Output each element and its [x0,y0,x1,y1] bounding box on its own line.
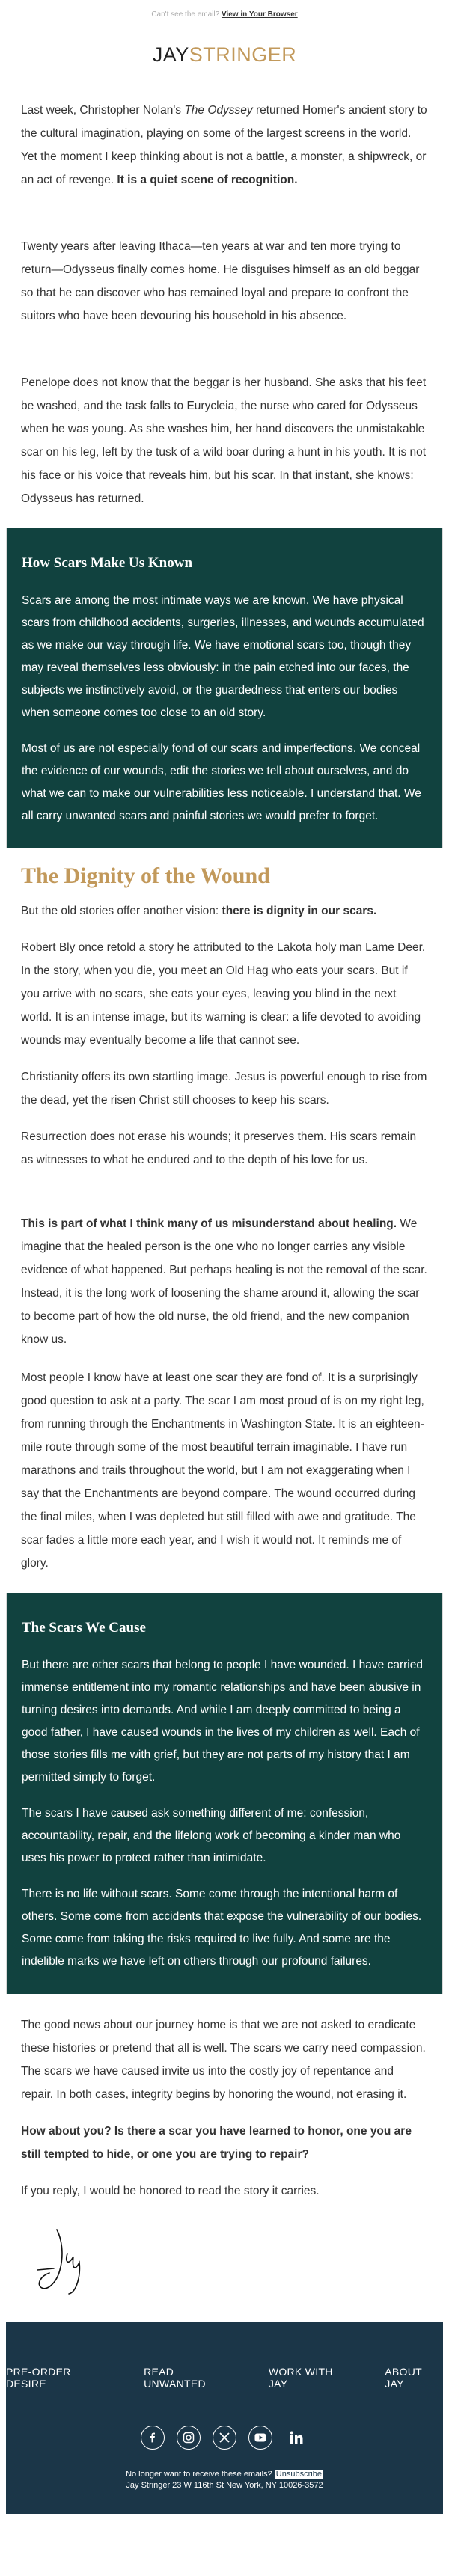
footer-nav [6,2366,443,2390]
signature [0,2203,449,2322]
panel-paragraph: But there are other scars that belong to people I have wounded. I have carried immense entitlement into my romantic relationships and have been abusive in turning desires into demands. And while I am deeply committed to being a good father, I have caused wounds in the lives of my children as well. Each of those stories fills me with grief, but they are not parts of my history that I am permitted simply to forget. [22,1659,423,1784]
panel-title: How Scars Make Us Known [22,555,193,571]
intro-section [0,79,449,528]
closing-section [0,1994,449,2203]
instagram-icon[interactable] [177,2426,201,2450]
unsubscribe-line [6,2469,443,2480]
unsubscribe-link[interactable]: Unsubscribe [275,2470,322,2479]
dignity-paragraph-4: Resurrection does not erase his wounds; it preserves them. His scars remain as witnesses to what he endured and to the depth of his love for us. [21,1131,417,1166]
intro-paragraph-1: Last week, Christopher Nolan's The Odyssey returned Homer's ancient story to the cultural imagination, playing on some of the largest screens in the world. Yet the moment I keep thinking about is not a battle, a monster, a shipwreck, or an act of revenge. It is a quiet scene of recognition. [21,104,427,186]
panel-paragraph: There is no life without scars. Some come through the intentional harm of others. Some come from accidents that expose the vulnerability of our bodies. Some come from taking the risks required to live fully. And some are the indelible marks we have left on others through our profound failures. [22,1888,422,1968]
dignity-paragraph-2: Robert Bly once retold a story he attributed to the Lakota holy man Lame Deer. In the story, when you die, you meet an Old Hag who eats your scars. But if you arrive with no scars, she eats your eyes, leaving you blind in the next world. It is an intense image, but its warning is clear: a life devoted to avoiding wounds may eventually become a life that cannot see. [21,941,426,1047]
view-in-browser-link[interactable]: View in Your Browser [221,10,298,19]
dignity-paragraph-6: Most people I know have at least one scar they are fond of. It is a surprisingly good question to ask at a party. The scar I am most proud of is on my right leg, from running through the Enchantments in Washington State. It is an eighteen-mile route through some of the most beautiful terrain imaginable. I have run marathons and trails throughout the world, but I am not exaggerating when I say that the Enchantments are beyond compare. The wound occurred during the final miles, when I was depleted but still filled with awe and gratitude. The scar fades a little more each year, and I wish it would not. It reminds me of glory. [21,1371,424,1570]
panel-title: The Scars We Cause [22,1620,146,1636]
intro-paragraph-2: Twenty years after leaving Ithaca—ten years at war and ten more trying to return—Odysseus finally comes home. He disguises himself as an old beggar so that he can discover who has remained loyal and prepare to confront the suitors who have been devouring his household in his absence. [21,240,420,322]
preheader [0,0,449,27]
logo-part-2: STRINGER [189,43,297,66]
scars-we-cause-panel [6,1593,443,1994]
logo-part-1: JAY [152,43,189,66]
social-links [6,2426,443,2450]
closing-paragraph-3: If you reply, I would be honored to read the story it carries. [21,2185,320,2197]
nav-work-with-jay[interactable]: WORK WITH JAY [268,2366,333,2390]
mailing-address: Jay Stringer 23 W 116th St New York, NY 10026-3572 [126,2481,323,2490]
panel-paragraph: The scars I have caused ask something different of me: confession, accountability, repair, and the lifelong work of becoming a kinder man who uses his power to protect rather than intimidate. [22,1807,401,1864]
nav-about-jay[interactable]: ABOUT JAY [385,2366,422,2390]
intro-paragraph-3: Penelope does not know that the beggar is her husband. She asks that his feet be washed, and the task falls to Eurycleia, the nurse who cared for Odysseus when he was young. As she washes him, her hand discovers the unmistakable scar on his leg, left by the tusk of a wild boar during a hunt in his youth. It is not his face or his voice that reveals him, but his scar. In that instant, she knows: Odysseus has returned. [21,376,427,505]
dignity-paragraph-3: Christianity offers its own startling image. Jesus is powerful enough to rise from the dead, yet the risen Christ still chooses to keep his scars. [21,1071,427,1107]
logo[interactable] [0,27,449,79]
linkedin-icon[interactable] [284,2426,308,2450]
facebook-icon[interactable] [141,2426,165,2450]
unsubscribe-text: No longer want to receive these emails? [126,2470,272,2479]
nav-pre-order-desire[interactable]: PRE-ORDER DESIRE [6,2366,71,2390]
footer [6,2322,443,2514]
closing-question: How about you? Is there a scar you have learned to honor, one you are still tempted to hide, or one you are trying to repair? [21,2125,412,2161]
closing-paragraph-1: The good news about our journey home is that we are not asked to eradicate these histories or pretend that all is well. The scars we carry need compassion. The scars we have caused invite us into the costly joy of repentance and repair. In both cases, integrity begins by honoring the wound, not erasing it. [21,2019,426,2101]
section-title: The Dignity of the Wound [21,863,270,888]
panel-paragraph: Scars are among the most intimate ways we are known. We have physical scars from childhood accidents, surgeries, illnesses, and wounds accumulated as we make our way through life. We have emotional scars too, though they may reveal themselves less obviously: in the pain etched into our faces, the subjects we instinctively avoid, or the guardedness that enters our bodies when someone comes too close to an old story. [22,594,424,719]
x-icon[interactable] [213,2426,236,2450]
youtube-icon[interactable] [248,2426,272,2450]
handwritten-signature-icon [34,2224,94,2298]
nav-read-unwanted[interactable]: READ UNWANTED [144,2366,206,2390]
how-scars-panel [6,528,443,848]
dignity-paragraph-1: But the old stories offer another vision: there is dignity in our scars. [21,905,377,917]
dignity-paragraph-5: This is part of what I think many of us misunderstand about healing. We imagine that the healed person is the one who no longer carries any visible evidence of what happened. But perhaps healing is not the removal of the scar. Instead, it is the long work of loosening the shame around it, allowing the scar to become part of how the old nurse, the old friend, and the new companion know us. [21,1217,427,1346]
preheader-text: Can't see the email? [151,10,220,19]
dignity-section [0,899,449,1593]
panel-paragraph: Most of us are not especially fond of our scars and imperfections. We conceal the evidence of our wounds, edit the stories we tell about ourselves, and do what we can to make our vulnerabilities less noticeable. I understand that. We all carry unwanted scars and painful stories we would prefer to forget. [22,742,421,822]
